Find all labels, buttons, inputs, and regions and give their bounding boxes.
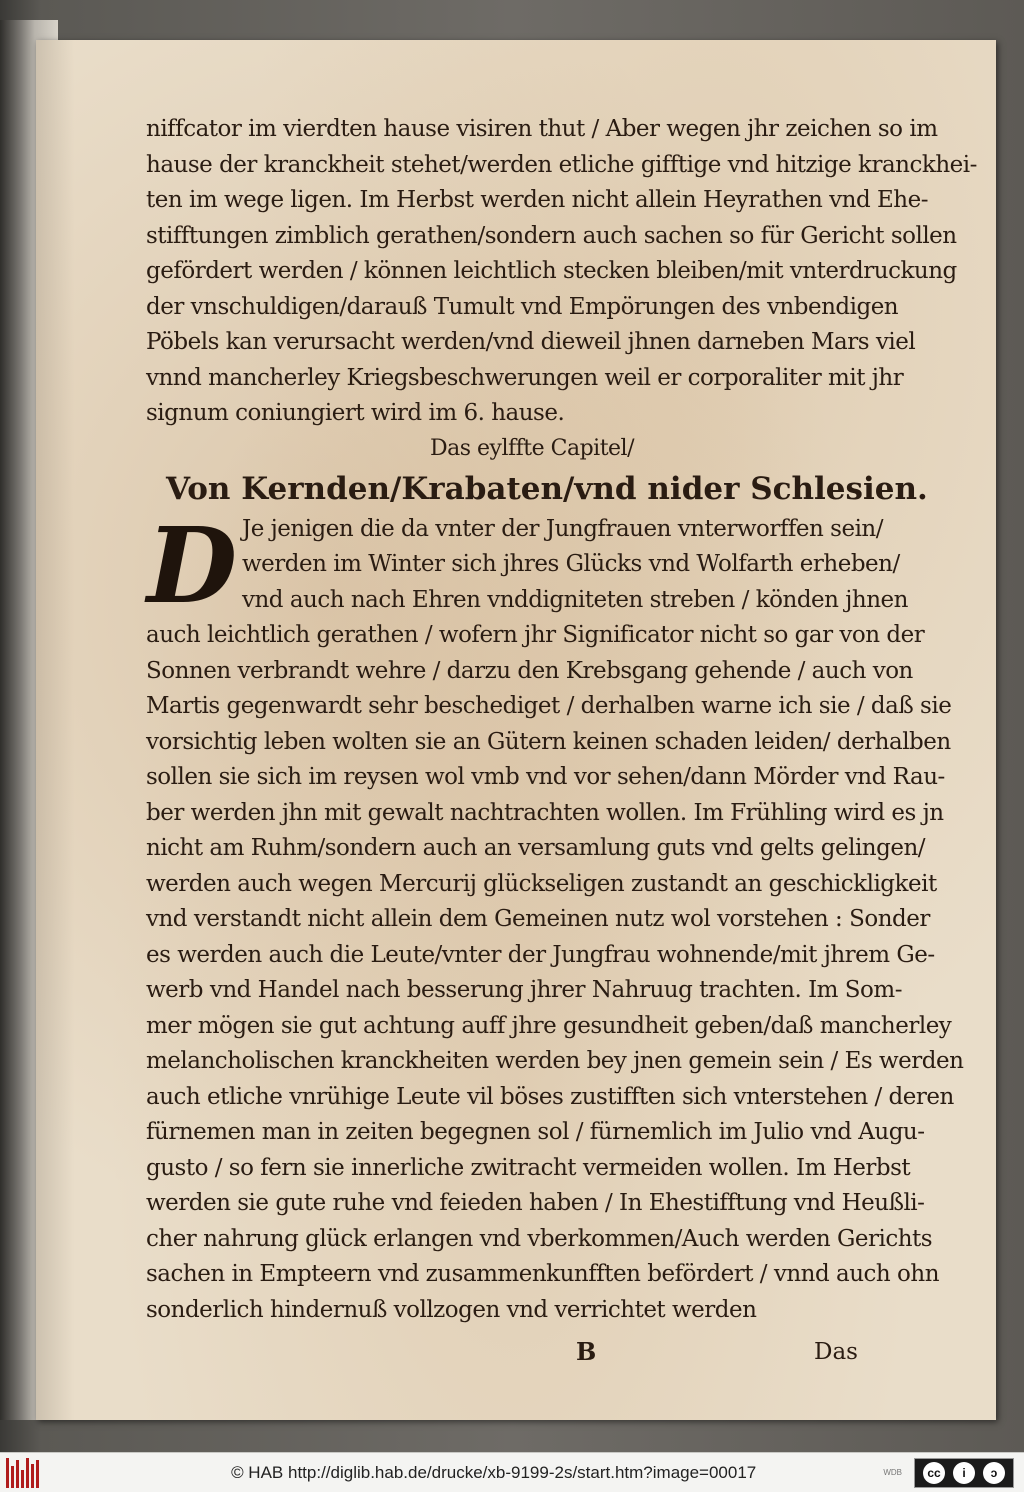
text-line: melancholischen kranckheiten werden bey jnen gemein sein / Es werden — [146, 1048, 964, 1074]
text-line: gusto / so fern sie innerliche zwitracht vermeiden wollen. Im Herbst — [146, 1154, 911, 1181]
copyright-url[interactable]: © HAB http://diglib.hab.de/drucke/xb-9199-2s/start.htm?image=00017 — [231, 1462, 757, 1482]
text-line: nicht am Ruhm/sondern auch an versamlung guts vnd gelts gelingen/ — [146, 835, 926, 861]
text-line: es werden auch die Leute/vnter der Jungfrau wohnende/mit jhrem Ge- — [146, 941, 935, 968]
initial-paragraph — [146, 503, 908, 627]
page-text — [146, 112, 977, 1370]
chapter-heading: Das eylffte Capitel/ — [429, 435, 635, 461]
text-line: vnd verstandt nicht allein dem Gemeinen nutz wol vorstehen : Sonder — [146, 906, 930, 932]
text-line: ber werden jhn mit gewalt nachtrachten wollen. Im Frühling wird es jn — [146, 799, 944, 826]
catchword: Das — [814, 1339, 858, 1365]
text-line: Je jenigen die da vnter der Jungfrauen vnterworffen sein/ — [242, 515, 883, 542]
text-line: fürnemen man in zeiten begegnen sol / fürnemlich im Julio vnd Augu- — [146, 1119, 925, 1145]
text-line: Martis gegenwardt sehr beschediget / derhalben warne ich sie / daß sie — [146, 693, 952, 719]
text-line: Pöbels kan verursacht werden/vnd dieweil jhnen darneben Mars viel — [146, 329, 916, 355]
text-line: vnd auch nach Ehren vnddigniteten streben / könden jhnen — [242, 586, 908, 613]
text-line: sachen in Empteern vnd zusammenkunfften befördert / vnnd auch ohn — [146, 1261, 940, 1287]
text-line: auch leichtlich gerathen / wofern jhr Significator nicht so gar von der — [146, 622, 925, 648]
text-line: mer mögen sie gut achtung auff jhre gesundheit geben/daß mancherley — [146, 1012, 952, 1039]
text-line: cher nahrung glück erlangen vnd vberkommen/Auch werden Gerichts — [146, 1225, 933, 1252]
text-line: sonderlich hindernuß vollzogen vnd verrichtet werden — [146, 1296, 757, 1323]
text-line: gefördert werden / können leichtlich stecken bleiben/mit vnterdruckung — [146, 258, 957, 284]
text-line: vorsichtig leben wolten sie an Gütern keinen schaden leiden/ derhalben — [146, 728, 951, 755]
text-line: werb vnd Handel nach besserung jhrer Nahruug trachten. Im Som- — [146, 977, 902, 1003]
text-line: Sonnen verbrandt wehre / darzu den Krebsgang gehende / auch von — [146, 657, 913, 684]
text-line: signum coniungiert wird im 6. hause. — [146, 400, 565, 426]
text-line: ten im wege ligen. Im Herbst werden nicht allein Heyrathen vnd Ehe- — [146, 187, 929, 213]
viewer-footer-bar — [0, 1452, 1024, 1492]
text-line: vnnd mancherley Kriegsbeschwerungen weil er corporaliter mit jhr — [146, 364, 904, 391]
text-line: stifftungen zimblich gerathen/sondern auch sachen so für Gericht sollen — [146, 222, 957, 249]
cc-license-badge[interactable] — [914, 1458, 1014, 1488]
text-line: niffcator im vierdten hause visiren thut / Aber wegen jhr zeichen so im — [146, 116, 938, 142]
attribution-icon: i — [953, 1462, 975, 1484]
chapter-title: Von Kernden/Krabaten/vnd nider Schlesien. — [166, 470, 928, 507]
text-line: werden im Winter sich jhres Glücks vnd Wolfarth erheben/ — [242, 551, 900, 577]
text-line: werden auch wegen Mercurij glückseligen zustandt an geschickligkeit — [146, 870, 937, 897]
text-line: auch etliche vnrühige Leute vil böses zustifften sich vnterstehen / deren — [146, 1083, 954, 1110]
wdb-tag: WDB — [883, 1468, 902, 1477]
text-line: sollen sie sich im reysen wol vmb vnd vor sehen/dann Mörder vnd Rau- — [146, 764, 945, 790]
text-line: werden sie gute ruhe vnd feieden haben / In Ehestifftung vnd Heußli- — [146, 1190, 925, 1216]
drop-initial: D — [146, 503, 238, 627]
signature-mark: B — [576, 1337, 597, 1366]
page-footer — [146, 1334, 858, 1370]
text-line: der vnschuldigen/darauß Tumult vnd Empörungen des vnbendigen — [146, 293, 899, 320]
hab-logo-icon[interactable] — [6, 1458, 44, 1488]
share-alike-icon: ↄ — [983, 1462, 1005, 1484]
cc-icon: cc — [923, 1462, 945, 1484]
document-page — [36, 40, 996, 1420]
text-line: hause der kranckheit stehet/werden etliche gifftige vnd hitzige kranckhei- — [146, 151, 977, 178]
